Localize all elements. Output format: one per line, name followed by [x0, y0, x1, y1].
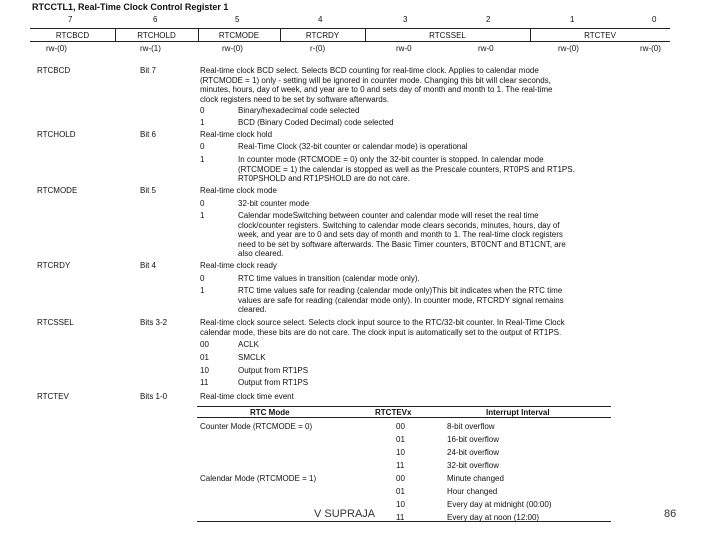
option-text: cleared. — [238, 305, 267, 314]
description-line: (RTCMODE = 1) only - setting will be ignored in counter mode. Changing this bit will clear seconds, — [200, 75, 551, 85]
table-interval: Every day at midnight (00:00) — [447, 500, 552, 509]
option-text: need to be set by software afterwards. The Basic Timer counters, BT0CNT and BT1CNT, are — [238, 239, 566, 249]
table-interval: 24-bit overflow — [447, 448, 500, 457]
register-title: RTCCTL1, Real-Time Clock Control Register 1 — [32, 2, 229, 12]
bit-position: Bits 1-0 — [140, 392, 168, 401]
table-interval: Minute changed — [447, 474, 504, 483]
bit-number: 5 — [235, 15, 240, 24]
option-value: 10 — [200, 366, 209, 375]
option-text: Output from RT1PS — [238, 366, 309, 375]
table-interval: 32-bit overflow — [447, 461, 500, 470]
option-text: Calendar modeSwitching between counter and calendar mode will reset the real time — [238, 211, 539, 220]
option-value: 1 — [200, 155, 205, 164]
bit-position: Bit 6 — [140, 130, 157, 139]
table-mode: Calendar Mode (RTCMODE = 1) — [200, 474, 317, 483]
option-text: RT0PSHOLD and RT1PSHOLD are do not care. — [238, 174, 410, 183]
register-top-border — [30, 28, 670, 29]
table-mode: Counter Mode (RTCMODE = 0) — [200, 422, 313, 431]
option-text: RTC time values safe for reading (calendar mode only)This bit indicates when the RTC time — [238, 286, 563, 295]
access-type: rw-(0) — [558, 44, 579, 53]
option-value: 11 — [200, 378, 209, 387]
access-type: rw-0 — [478, 44, 494, 53]
table-border — [197, 406, 611, 407]
description-line: Real-time clock source select. Selects clock input source to the RTC/32-bit counter. In Real-Time Clock — [200, 318, 565, 327]
option-text: also cleared. — [238, 249, 284, 258]
option-value: 1 — [200, 211, 205, 220]
bit-number: 7 — [68, 15, 73, 24]
table-interval: 16-bit overflow — [447, 435, 500, 444]
access-type: rw-(0) — [640, 44, 661, 53]
table-interval: Every day at noon (12:00) — [447, 513, 540, 522]
description-line: Real-time clock hold — [200, 130, 273, 139]
access-type: rw-(0) — [46, 44, 67, 53]
description-line: Real-time clock time event — [200, 392, 294, 401]
field-name-rtcmode: RTCMODE — [37, 186, 78, 195]
table-code: 11 — [396, 513, 405, 522]
bit-position: Bit 5 — [140, 186, 157, 195]
field-rtcssel: RTCSSEL — [429, 31, 466, 40]
table-code: 01 — [396, 435, 405, 444]
access-type: rw-0 — [396, 44, 412, 53]
option-text: In counter mode (RTCMODE = 0) only the 32-bit counter is stopped. In calendar mode — [238, 155, 544, 164]
field-name-rtctev: RTCTEV — [37, 392, 69, 401]
description-line: Real-time clock mode — [200, 186, 277, 195]
bit-number: 6 — [153, 15, 158, 24]
table-code: 00 — [396, 422, 405, 431]
option-text: week, and year are to 0 and sets day of month and month to 1. The real-time clock registers — [238, 230, 563, 239]
option-value: 01 — [200, 353, 209, 362]
table-code: 01 — [396, 487, 405, 496]
option-value: 1 — [200, 118, 205, 127]
description-line: clock registers need to be set by software afterwards. — [200, 94, 389, 104]
footer-author: V SUPRAJA — [314, 508, 376, 520]
bit-number: 1 — [570, 15, 575, 24]
option-text: (RTCMODE = 1) the calendar is stopped as well as the Prescale counters, RT0PS and RT1PS. — [238, 164, 575, 174]
field-rtctev: RTCTEV — [584, 31, 616, 40]
table-border — [197, 417, 611, 418]
page-number: 86 — [664, 508, 677, 520]
table-header: Interrupt Interval — [486, 408, 550, 417]
bit-position: Bit 7 — [140, 66, 157, 75]
register-bottom-border — [30, 41, 670, 42]
bit-number: 2 — [486, 15, 491, 24]
field-rtcbcd: RTCBCD — [55, 31, 90, 40]
option-value: 0 — [200, 106, 205, 115]
access-type: rw-(1) — [140, 44, 161, 53]
option-text: Real-Time Clock (32-bit counter or calendar mode) is operational — [238, 142, 468, 151]
table-code: 11 — [396, 461, 405, 470]
access-type: r-(0) — [310, 44, 326, 53]
field-rtchold: RTCHOLD — [137, 31, 176, 40]
bit-position: Bits 3-2 — [140, 318, 168, 327]
description-line: Real-time clock BCD select. Selects BCD counting for real-time clock. Applies to calendar mode — [200, 66, 539, 75]
option-value: 0 — [200, 142, 205, 151]
description-line: Real-time clock ready — [200, 261, 277, 270]
option-value: 00 — [200, 340, 209, 349]
option-text: 32-bit counter mode — [238, 199, 310, 208]
description-line: minutes, hours, day of week, and year are to 0 and sets day of month and month to 1. The real-time — [200, 85, 553, 94]
access-type: rw-(0) — [222, 44, 243, 53]
bit-number: 4 — [318, 15, 323, 24]
option-value: 0 — [200, 274, 205, 283]
bit-position: Bit 4 — [140, 261, 157, 270]
option-text: Binary/hexadecimal code selected — [238, 106, 360, 115]
table-code: 00 — [396, 474, 405, 483]
table-header: RTCTEVx — [375, 408, 412, 417]
description-line: calendar mode, these bits are do not care. The clock input is automatically set to the output of RT1PS. — [200, 327, 562, 337]
table-interval: Hour changed — [447, 487, 498, 496]
option-value: 0 — [200, 199, 205, 208]
field-name-rtcssel: RTCSSEL — [37, 318, 74, 327]
bit-number: 0 — [652, 15, 657, 24]
field-rtcmode: RTCMODE — [218, 31, 260, 40]
table-interval: 8-bit overflow — [447, 422, 495, 431]
field-name-rtchold: RTCHOLD — [37, 130, 76, 139]
option-text: BCD (Binary Coded Decimal) code selected — [238, 118, 394, 127]
table-code: 10 — [396, 500, 405, 509]
option-text: Output from RT1PS — [238, 378, 309, 387]
option-value: 1 — [200, 286, 205, 295]
table-header: RTC Mode — [250, 408, 290, 417]
field-rtcrdy: RTCRDY — [305, 31, 340, 40]
option-text: ACLK — [238, 340, 259, 349]
field-name-rtcbcd: RTCBCD — [37, 66, 71, 75]
table-code: 10 — [396, 448, 405, 457]
option-text: RTC time values in transition (calendar mode only). — [238, 274, 420, 283]
option-text: clock/counter registers. Switching to calendar mode clears seconds, minutes, hours, day of — [238, 220, 560, 230]
option-text: SMCLK — [238, 353, 266, 362]
bit-number: 3 — [403, 15, 408, 24]
field-name-rtcrdy: RTCRDY — [37, 261, 71, 270]
option-text: values are safe for reading (calendar mode only). In counter mode, RTCRDY signal remains — [238, 295, 564, 305]
